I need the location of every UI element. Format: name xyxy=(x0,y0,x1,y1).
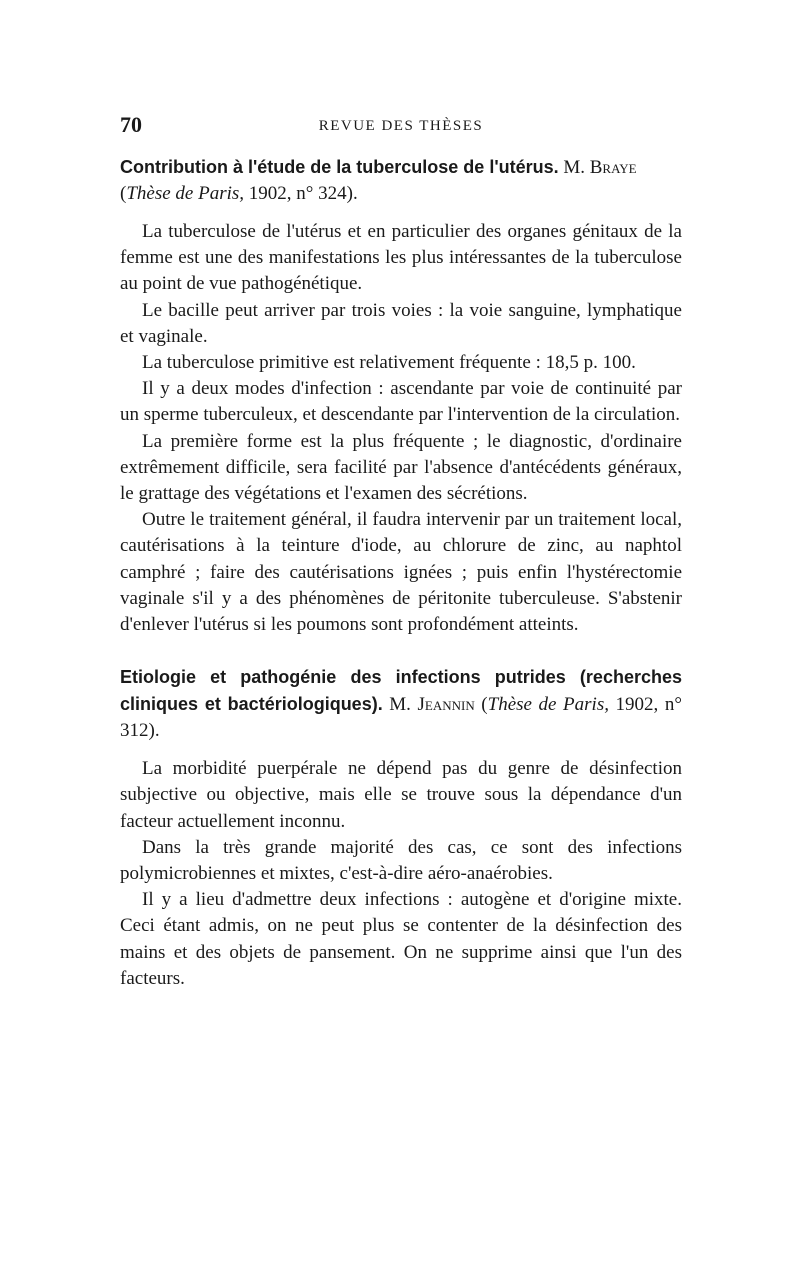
thesis-reference: 1902, n° 324). xyxy=(248,183,358,204)
article-title: Etiologie et pathogénie des infections putrides (recherches cliniques et bactériologiques). xyxy=(120,667,682,715)
article-author: M. Braye xyxy=(563,157,637,178)
article-body xyxy=(120,756,682,992)
article-title: Contribution à l'étude de la tuberculose de l'utérus. xyxy=(120,157,559,177)
article-citation: (Thèse de Paris, 1902, n° 324). xyxy=(120,183,358,204)
document-page xyxy=(120,112,682,992)
paragraph: La tuberculose de l'utérus et en particulier des organes génitaux de la femme est une des manifestations les plus intéressantes de la tuberculose au point de vue pathogénétique. xyxy=(120,221,682,295)
paragraph: Outre le traitement général, il faudra intervenir par un traitement local, cautérisations à la teinture d'iode, au chlorure de zinc, au naphtol camphré ; faire des cautérisations ignées ; puis enfin l'hystérectomie vaginale s'il y a des phénomènes de péritonite tuberculeuse. S'abstenir d'enlever l'utérus si les poumons sont profondément atteints. xyxy=(120,509,682,636)
paragraph: La première forme est la plus fréquente ; le diagnostic, d'ordinaire extrêmement difficile, sera facilité par l'absence d'antécédents généraux, le grattage des végétations et l'examen des sécrétions. xyxy=(120,430,682,505)
article-heading: Etiologie et pathogénie des infections putrides (recherches cliniques et bactériologiques). M. Jeannin (Thèse de Paris, 1902, n° 312). xyxy=(120,667,682,742)
article-jeannin xyxy=(120,664,682,992)
paragraph: La morbidité puerpérale ne dépend pas du genre de désinfection subjective ou objective, mais elle se trouve sous la dépendance d'un facteur actuellement inconnu. xyxy=(120,758,682,832)
paragraph: Il y a deux modes d'infection : ascendante par voie de continuité par un sperme tuberculeux, et descendante par l'intervention de la circulation. xyxy=(120,378,682,426)
page-number: 70 xyxy=(120,112,142,137)
paragraph: Il y a lieu d'admettre deux infections : autogène et d'origine mixte. Ceci étant admis, on ne peut plus se contenter de la désinfection des mains et des objets de pansement. On ne supprime ainsi que l'un des facteurs. xyxy=(120,889,682,989)
thesis-reference: 1902, n° 312). xyxy=(120,694,682,742)
article-heading xyxy=(120,154,682,207)
article-braye xyxy=(120,154,682,638)
paragraph: Dans la très grande majorité des cas, ce sont des infections polymicrobiennes et mixtes, c'est-à-dire aéro-anaérobies. xyxy=(120,836,682,885)
paragraph: La tuberculose primitive est relativement fréquente : 18,5 p. 100. xyxy=(142,352,636,374)
thesis-label: Thèse de Paris, xyxy=(126,183,245,204)
paragraph: Le bacille peut arriver par trois voies : la voie sanguine, lymphatique et vaginale. xyxy=(120,299,682,347)
thesis-label: Thèse de Paris, xyxy=(487,694,609,716)
article-body xyxy=(120,219,682,638)
running-title: REVUE DES THÈSES xyxy=(318,118,484,134)
article-author: M. Jeannin xyxy=(389,694,475,716)
running-header xyxy=(120,112,682,144)
